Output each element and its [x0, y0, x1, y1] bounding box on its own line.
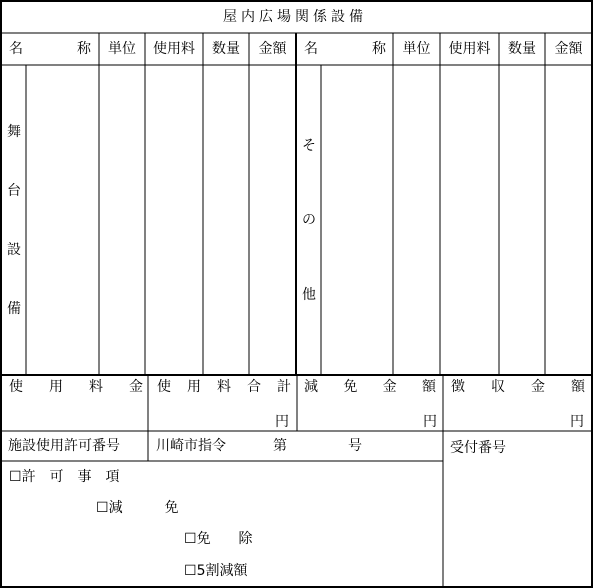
qty-column-header-right: 数量 [508, 41, 536, 57]
stage-label-char: 備 [7, 301, 21, 317]
unit-column-header: 単位 [108, 41, 136, 57]
dai-label: 第 [273, 438, 287, 454]
name-column-header-right [304, 42, 386, 56]
permit-number-label: 施設使用許可番号 [8, 438, 120, 454]
exemption-label: 減 免 [108, 500, 179, 516]
waiver-label: 免 除 [196, 531, 253, 547]
form-title: 屋内広場関係設備 [223, 9, 367, 25]
checkbox-icon: ☐ [184, 563, 197, 579]
checkbox-icon: ☐ [9, 469, 22, 485]
fee-column-header: 使用料 [153, 41, 195, 57]
name-header-left: 名 [304, 41, 318, 57]
fee-column-header-right: 使用料 [448, 41, 491, 57]
name-header-right: 称 [372, 41, 386, 57]
stage-label-char: 台 [7, 183, 21, 199]
permit-items-label: 許 可 事 項 [21, 469, 120, 485]
receipt-number-label: 受付番号 [450, 440, 506, 456]
yen-mark: 円 [275, 414, 289, 430]
yen-mark: 円 [570, 414, 584, 430]
name-header-right: 称 [77, 41, 91, 57]
stage-label-char: 舞 [7, 124, 21, 140]
usage-fee-total-label: 使 用 料 合 計 [157, 379, 291, 395]
checkbox-icon: ☐ [184, 531, 197, 547]
stage-label-char: 設 [7, 242, 21, 258]
yen-mark: 円 [423, 414, 437, 430]
qty-column-header: 数量 [212, 41, 240, 57]
waiver-checkbox[interactable] [184, 532, 253, 546]
go-label: 号 [348, 438, 362, 454]
reduction-label: 5割減額 [196, 563, 248, 579]
permit-items-checkbox[interactable] [9, 470, 120, 484]
amount-column-header: 金額 [258, 41, 287, 57]
other-label-char: の [302, 212, 316, 228]
amount-column-header-right: 金額 [554, 41, 583, 57]
usage-fee-label: 使 用 料 金 [9, 379, 143, 395]
name-header-left: 名 [9, 41, 23, 57]
name-column-header [9, 42, 91, 56]
exemption-amount-label: 減 免 金 額 [304, 379, 436, 395]
other-label-char: 他 [302, 287, 316, 303]
other-label-char: そ [302, 138, 316, 154]
collected-amount-label: 徴 収 金 額 [451, 379, 585, 395]
reduction-checkbox[interactable] [184, 564, 247, 578]
checkbox-icon: ☐ [96, 500, 109, 516]
unit-column-header-right: 単位 [402, 41, 431, 57]
exemption-checkbox[interactable] [96, 501, 179, 515]
directive-label: 川崎市指令 [156, 438, 226, 454]
